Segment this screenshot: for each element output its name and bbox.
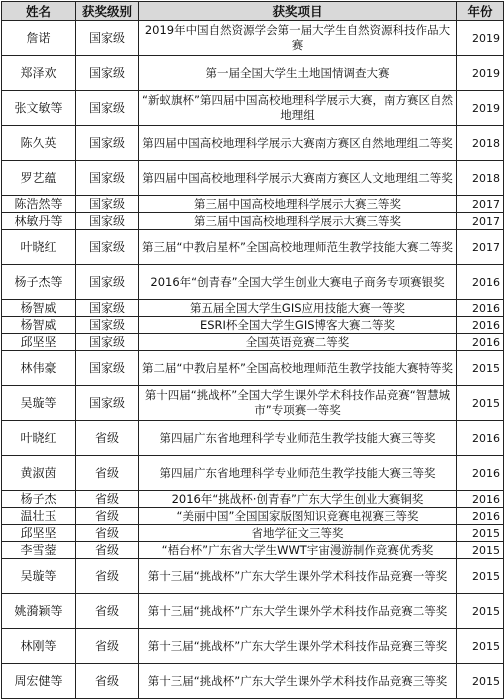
cell-level: 国家级	[76, 351, 139, 386]
cell-year: 2018	[457, 161, 504, 196]
cell-name: 杨智威	[2, 317, 76, 334]
cell-name: 叶晓红	[2, 421, 76, 456]
cell-name: 杨子杰等	[2, 265, 76, 300]
cell-name: 邱坚坚	[2, 334, 76, 351]
awards-table	[1, 1, 504, 699]
cell-project: 2016年“挑战杯·创青春”广东大学生创业大赛铜奖	[139, 491, 457, 508]
cell-project: 第一届全国大学生土地国情调查大赛	[139, 56, 457, 91]
cell-project: 第十三届“挑战杯”广东大学生课外学术科技作品竞赛一等奖	[139, 559, 457, 594]
cell-year: 2016	[457, 491, 504, 508]
cell-name: 林敏丹等	[2, 213, 76, 230]
cell-project: 2016年“创青春”全国大学生创业大赛电子商务专项赛银奖	[139, 265, 457, 300]
cell-name: 周宏健等	[2, 664, 76, 699]
cell-year: 2016	[457, 300, 504, 317]
cell-year: 2015	[457, 525, 504, 542]
cell-name: 杨子杰	[2, 491, 76, 508]
cell-project: 第十三届“挑战杯”广东大学生课外学术科技作品竞赛三等奖	[139, 629, 457, 664]
table-row	[2, 542, 504, 559]
cell-level: 国家级	[76, 196, 139, 213]
cell-name: 詹诺	[2, 21, 76, 56]
cell-name: 陈浩然等	[2, 196, 76, 213]
table-row	[2, 629, 504, 664]
cell-year: 2015	[457, 386, 504, 421]
cell-project: 第三届中国高校地理科学展示大赛三等奖	[139, 213, 457, 230]
cell-name: 郑泽欢	[2, 56, 76, 91]
cell-year: 2015	[457, 594, 504, 629]
table-row	[2, 196, 504, 213]
cell-level: 省级	[76, 525, 139, 542]
cell-level: 国家级	[76, 386, 139, 421]
cell-name: 李雪蓥	[2, 542, 76, 559]
table-row	[2, 161, 504, 196]
table-row	[2, 56, 504, 91]
table-row	[2, 594, 504, 629]
cell-year: 2015	[457, 351, 504, 386]
cell-level: 国家级	[76, 56, 139, 91]
cell-project: 第四届中国高校地理科学展示大赛南方赛区人文地理组二等奖	[139, 161, 457, 196]
cell-level: 国家级	[76, 213, 139, 230]
cell-year: 2015	[457, 629, 504, 664]
cell-year: 2017	[457, 196, 504, 213]
cell-level: 省级	[76, 664, 139, 699]
cell-year: 2016	[457, 265, 504, 300]
cell-project: 2019年中国自然资源学会第一届大学生自然资源科技作品大赛	[139, 21, 457, 56]
column-header-year: 年份	[457, 2, 504, 21]
cell-project: 第四届广东省地理科学专业师范生教学技能大赛三等奖	[139, 456, 457, 491]
cell-level: 省级	[76, 421, 139, 456]
cell-name: 叶晓红	[2, 230, 76, 265]
cell-project: 第三届中国高校地理科学展示大赛三等奖	[139, 196, 457, 213]
cell-level: 省级	[76, 491, 139, 508]
cell-level: 国家级	[76, 317, 139, 334]
cell-level: 省级	[76, 559, 139, 594]
cell-project: “美丽中国”全国国家版图知识竞赛电视赛三等奖	[139, 508, 457, 525]
table-row	[2, 91, 504, 126]
cell-project: 第十四届“挑战杯”全国大学生课外学术科技作品竞赛“智慧城市”专项赛一等奖	[139, 386, 457, 421]
cell-level: 省级	[76, 542, 139, 559]
cell-name: 陈久英	[2, 126, 76, 161]
cell-project: 省地学征文三等奖	[139, 525, 457, 542]
cell-level: 国家级	[76, 21, 139, 56]
column-header-level: 获奖级别	[76, 2, 139, 21]
cell-level: 省级	[76, 594, 139, 629]
cell-level: 省级	[76, 508, 139, 525]
table-body	[2, 21, 504, 699]
table-row	[2, 265, 504, 300]
cell-name: 黄淑茵	[2, 456, 76, 491]
cell-level: 国家级	[76, 334, 139, 351]
column-header-name: 姓名	[2, 2, 76, 21]
cell-level: 省级	[76, 456, 139, 491]
cell-name: 邱坚坚	[2, 525, 76, 542]
table-header-row	[2, 2, 504, 21]
cell-project: 全国英语竞赛二等奖	[139, 334, 457, 351]
table-row	[2, 317, 504, 334]
cell-project: 第四届中国高校地理科学展示大赛南方赛区自然地理组二等奖	[139, 126, 457, 161]
cell-name: 吴璇等	[2, 559, 76, 594]
cell-year: 2019	[457, 21, 504, 56]
cell-name: 罗艺蕴	[2, 161, 76, 196]
cell-project: “梧台杯”广东省大学生WWT宇宙漫游制作竞赛优秀奖	[139, 542, 457, 559]
table-row	[2, 230, 504, 265]
table-row	[2, 559, 504, 594]
table-row	[2, 334, 504, 351]
table-row	[2, 351, 504, 386]
table-row	[2, 456, 504, 491]
cell-project: 第三届“中教启星杯”全国高校地理师范生教学技能大赛二等奖	[139, 230, 457, 265]
column-header-project: 获奖项目	[139, 2, 457, 21]
cell-name: 林刚等	[2, 629, 76, 664]
table-row	[2, 421, 504, 456]
cell-project: “新蚁旗杯”第四届中国高校地理科学展示大赛，南方赛区自然地理组	[139, 91, 457, 126]
cell-year: 2015	[457, 664, 504, 699]
cell-name: 林伟豪	[2, 351, 76, 386]
table-row	[2, 21, 504, 56]
table-row	[2, 386, 504, 421]
table-row	[2, 300, 504, 317]
cell-year: 2019	[457, 91, 504, 126]
cell-project: 第十三届“挑战杯”广东大学生课外学术科技作品竞赛三等奖	[139, 664, 457, 699]
cell-level: 国家级	[76, 265, 139, 300]
cell-level: 国家级	[76, 91, 139, 126]
cell-level: 国家级	[76, 300, 139, 317]
cell-name: 张文敏等	[2, 91, 76, 126]
cell-year: 2015	[457, 559, 504, 594]
cell-year: 2015	[457, 542, 504, 559]
cell-level: 国家级	[76, 230, 139, 265]
cell-year: 2016	[457, 421, 504, 456]
cell-project: 第二届“中教启星杯”全国高校地理师范生教学技能大赛特等奖	[139, 351, 457, 386]
cell-project: 第四届广东省地理科学专业师范生教学技能大赛三等奖	[139, 421, 457, 456]
table-row	[2, 126, 504, 161]
table-row	[2, 491, 504, 508]
cell-level: 省级	[76, 629, 139, 664]
cell-year: 2018	[457, 126, 504, 161]
table-row	[2, 664, 504, 699]
cell-year: 2019	[457, 56, 504, 91]
cell-year: 2016	[457, 508, 504, 525]
cell-year: 2017	[457, 230, 504, 265]
table-row	[2, 525, 504, 542]
cell-name: 杨智威	[2, 300, 76, 317]
cell-year: 2016	[457, 334, 504, 351]
table-row	[2, 213, 504, 230]
cell-project: 第五届全国大学生GIS应用技能大赛一等奖	[139, 300, 457, 317]
cell-level: 国家级	[76, 126, 139, 161]
cell-year: 2017	[457, 213, 504, 230]
cell-level: 国家级	[76, 161, 139, 196]
cell-name: 温壮玉	[2, 508, 76, 525]
table-row	[2, 508, 504, 525]
cell-project: ESRI杯全国大学生GIS博客大赛二等奖	[139, 317, 457, 334]
cell-year: 2016	[457, 317, 504, 334]
cell-year: 2016	[457, 456, 504, 491]
cell-project: 第十三届“挑战杯”广东大学生课外学术科技作品竞赛二等奖	[139, 594, 457, 629]
cell-name: 吴璇等	[2, 386, 76, 421]
cell-name: 姚漪颖等	[2, 594, 76, 629]
